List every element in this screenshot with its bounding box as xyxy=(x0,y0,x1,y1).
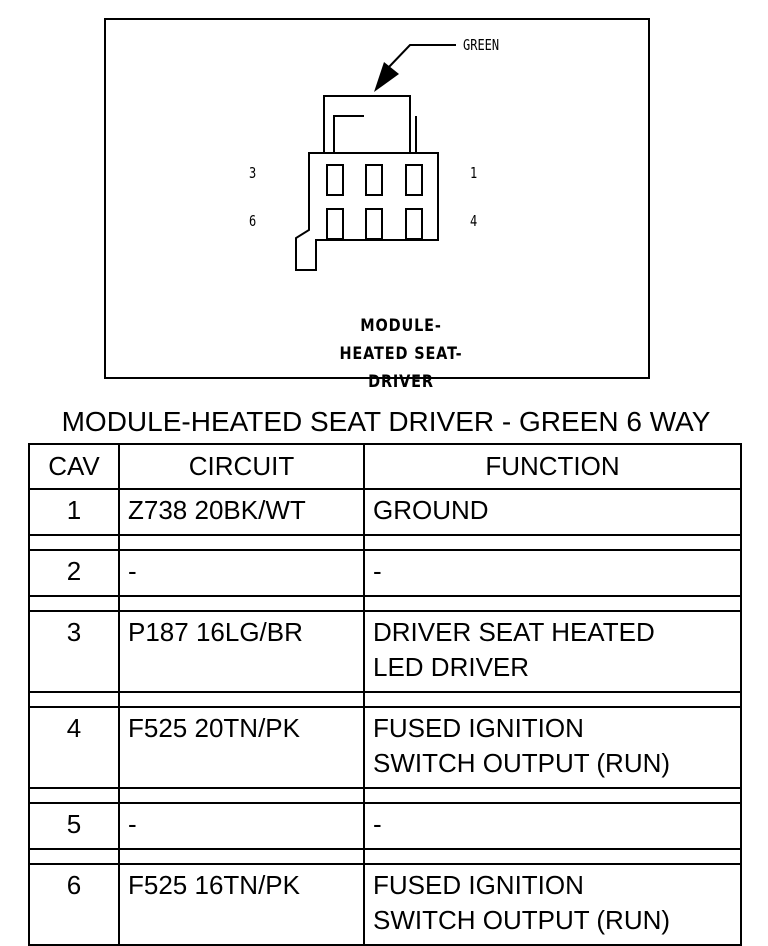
caption-line: MODULE- xyxy=(360,316,442,336)
cell-circuit: F525 20TN/PK xyxy=(119,707,364,788)
row-spacer xyxy=(29,596,741,611)
connector-caption xyxy=(286,312,516,396)
cell-circuit: F525 16TN/PK xyxy=(119,864,364,945)
row-spacer-cell xyxy=(29,692,119,707)
cell-circuit: - xyxy=(119,550,364,596)
cavity-1 xyxy=(406,165,422,195)
row-spacer xyxy=(29,849,741,864)
cell-cav: 6 xyxy=(29,864,119,945)
row-spacer-cell xyxy=(119,596,364,611)
cell-function xyxy=(364,803,741,849)
cell-cav: 1 xyxy=(29,489,119,535)
cavity-4 xyxy=(406,209,422,239)
row-spacer-cell xyxy=(364,535,741,550)
cell-function xyxy=(364,611,741,692)
row-spacer xyxy=(29,692,741,707)
table-row xyxy=(29,611,741,692)
row-spacer-cell xyxy=(119,849,364,864)
table-header-row xyxy=(29,444,741,489)
table-row xyxy=(29,864,741,945)
callout-leader xyxy=(388,45,456,68)
row-spacer-cell xyxy=(29,535,119,550)
cell-circuit: P187 16LG/BR xyxy=(119,611,364,692)
caption-line: DRIVER xyxy=(368,372,434,392)
table-title: MODULE-HEATED SEAT DRIVER - GREEN 6 WAY xyxy=(61,406,711,437)
cell-function xyxy=(364,550,741,596)
pin-label-3: 3 xyxy=(249,164,257,182)
connector-diagram xyxy=(104,18,650,392)
connector-hood xyxy=(324,96,410,153)
color-callout-label: GREEN xyxy=(463,36,500,54)
table-body xyxy=(29,489,741,945)
function-line: GROUND xyxy=(373,495,489,525)
row-spacer-cell xyxy=(364,692,741,707)
function-line: LED DRIVER xyxy=(373,652,530,682)
function-line: DRIVER SEAT HEATED xyxy=(373,617,655,647)
header-cav: CAV xyxy=(29,444,119,489)
row-spacer-cell xyxy=(29,788,119,803)
caption-line: HEATED SEAT- xyxy=(339,344,463,364)
row-spacer-cell xyxy=(119,692,364,707)
cell-function xyxy=(364,707,741,788)
cavity-3 xyxy=(327,165,343,195)
table-row xyxy=(29,803,741,849)
row-spacer-cell xyxy=(119,788,364,803)
function-line: - xyxy=(373,556,382,586)
row-spacer-cell xyxy=(29,596,119,611)
callout-arrowhead xyxy=(374,62,399,92)
cell-function xyxy=(364,489,741,535)
pin-label-4: 4 xyxy=(470,212,478,230)
pin-label-6: 6 xyxy=(249,212,257,230)
connector-latch xyxy=(334,116,364,153)
function-line: - xyxy=(373,809,382,839)
table-row xyxy=(29,550,741,596)
header-function: FUNCTION xyxy=(364,444,741,489)
pinout-table xyxy=(28,443,742,946)
cell-cav: 4 xyxy=(29,707,119,788)
row-spacer-cell xyxy=(364,849,741,864)
function-line: SWITCH OUTPUT (RUN) xyxy=(373,748,671,778)
cavity-6 xyxy=(327,209,343,239)
row-spacer-cell xyxy=(119,535,364,550)
function-line: SWITCH OUTPUT (RUN) xyxy=(373,905,671,935)
cell-circuit: - xyxy=(119,803,364,849)
row-spacer xyxy=(29,788,741,803)
row-spacer-cell xyxy=(29,849,119,864)
cavity-2 xyxy=(366,165,382,195)
cell-cav: 5 xyxy=(29,803,119,849)
row-spacer-cell xyxy=(364,788,741,803)
pin-label-1: 1 xyxy=(470,164,478,182)
cavity-5 xyxy=(366,209,382,239)
table-row xyxy=(29,489,741,535)
table-row xyxy=(29,707,741,788)
row-spacer-cell xyxy=(364,596,741,611)
cell-circuit: Z738 20BK/WT xyxy=(119,489,364,535)
row-spacer xyxy=(29,535,741,550)
function-line: FUSED IGNITION xyxy=(373,870,584,900)
header-circuit: CIRCUIT xyxy=(119,444,364,489)
cell-cav: 2 xyxy=(29,550,119,596)
function-line: FUSED IGNITION xyxy=(373,713,584,743)
cell-cav: 3 xyxy=(29,611,119,692)
cell-function xyxy=(364,864,741,945)
